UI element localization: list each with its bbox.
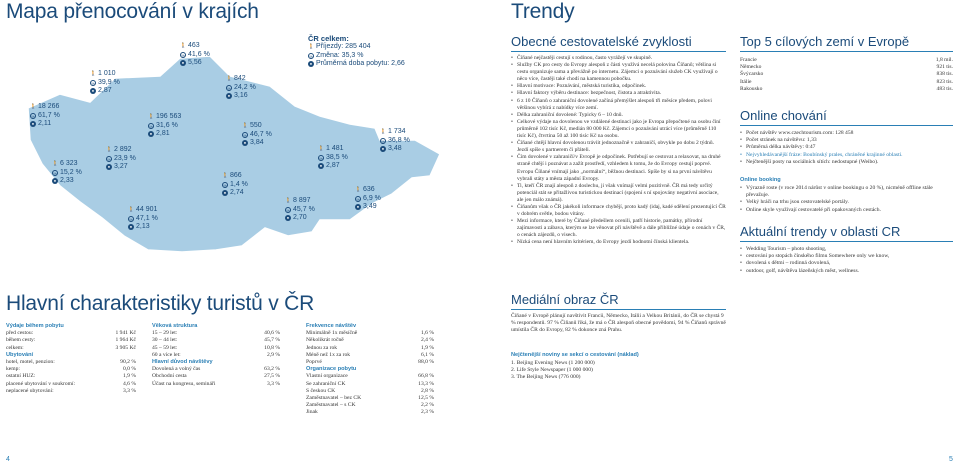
region-pardubicky: 🚶 550 % 46,7 % ● 3,84 [242, 122, 272, 147]
region-stredocesky: 🚶 2 892 % 23,9 % ● 3,27 [106, 146, 136, 171]
booking-list: • Výrazně roste (v roce 2014 nárůst v online bookingu o 20 %), nicméně offline stále převažuje. • Velký hráči na trhu jsou cestovatelské portály. • Online skyle využívají cestovatelé při opakovaných cestách. [740, 185, 953, 214]
region-jihomoravsky: 🚶 8 897 % 45,7 % ● 2,70 [285, 197, 315, 222]
general-underline [511, 51, 726, 52]
media-text: Číňané v Evropě plánují navštívit Francii, Německo, Itálii a Velkou Británii, do ČR se chystá 9 % respondentů. 97 % Čiňanů říká, že má o ČR alespoň obecné povědomí, 94 % Čiňanů správně umístila ČR do Evropy, 82 % dokonce zná Prahu. [511, 313, 726, 334]
actual-list: • Wedding Tourism – photo shooting, • cestování po stopách čínského filmu Somewhere only we know, • dovolená s dětmi – rodinná dovolená, • outdoor, golf, návštěva lázeňských měst, wellness. [740, 246, 953, 275]
region-plzensky: 🚶 6 323 % 15,2 % ● 2,33 [52, 160, 82, 185]
region-zlinsky: 🚶 636 % 6,9 % ● 3,49 [355, 186, 381, 211]
media-title: Mediální obraz ČR [511, 292, 619, 307]
person-icon: 🚶 [308, 44, 315, 51]
table-row: Itálie 823 tis. [740, 78, 953, 85]
actual-underline [740, 241, 953, 242]
summary-box [308, 34, 405, 69]
online-underline [740, 125, 953, 126]
top5-table [740, 57, 953, 93]
region-moravskoslezsky: 🚶 1 734 % 36,8 % ● 3,48 [380, 128, 410, 153]
region-karlovarsky: 🚶 18 266 % 61,7 % ● 2,11 [30, 103, 60, 128]
page-number-left: 4 [6, 456, 10, 463]
left-page-title: Mapa přenocování v krajích [6, 0, 259, 23]
summary-title: ČR celkem: [308, 34, 349, 43]
actual-title: Aktuální trendy v oblasti CR [740, 224, 901, 239]
region-liberecky: 🚶 463 % 41,6 % ● 5,56 [180, 42, 210, 67]
table-row: Francie 1,8 mil. [740, 57, 953, 63]
col-frequency: Frekvence návštěv Minimálně 1x měsíčně 1,6 % Několikrát ročně 2,4 % Jednou za rok 1,9 % Méně než 1x za rok 6,1 % Poprvé 88,0 % Organizace pobytu Vlastní organizace 66,8 % Se zahraniční CK 13,3 % S českou CK 2,8 % Zaměstnavatel – bez CK 12,5 % Zaměstnavatel – s CK 2,2 % Jinak 2,3 % [306, 323, 434, 416]
general-list: • Číňané nejčastěji cestují s rodinou, často vyrážejí ve skupině. • Služby CK pro cesty do Evropy alespoň z části využívá necelá polovina Číňanů; většina si cestu organizuje sama a převážně po internetu. Zájemci o poznávání služeb CK využívají o něco více, častěji také chodí na kamennou pobočku. • Hlavní motivace: Poznávání, městská turistika, odpočinek. • Hlavní faktory výběru destinace: bezpečnost, čistota a atraktivita. • 6 z 10 Číňanů o zahraniční dovolené začíná přemýšlet alespoň tři měsíce předem, polovi většinou vybírá z nabídky více zemí. • Délka zahraniční dovolené: Typicky 6 – 10 dnů. • Celkové výdaje na dovolenou ve vzdálené destinaci jako je Evropa přepočtené na osobu činí průměrně 102 tisíc Kč, medián 80 000 Kč. Zájemci o poznávání utrácí více (průměrně 110 tisíc Kč), čtvrtina 50 až 100 tisíc Kč na osobu. • Číňané chtějí hlavní dovolenou tráviit jednoznačně v zahraničí, obvykle po dobu 2 týdnů. Jezdí spíše s partnerem či přáteli. • Čím dovolené v zahraničí/v Evropě je odpočinek. Potřebují se cestovat a relaxovat, na druhé straně chtějí i poznávat a zažít prostředí, vzhledem k tomu, že do Evropy cestují poprvé. Evropu Číňané vnímají jako „normální“, běžnou destinaci. Spíše by si na první návštěvu vybrali státy a města západní Evropy. • Ti, kteří ČR znají alespoň z doslechu, ji však vnímají velmi pozitivně. ČR má tedy určitý potenciál stát se přitažlivou turistickou destinací (spojení s ní spojovány negativní asociace, ale jen málo známá). • Čiňanům však o ČR jakékoli informace chybějí, proto kadý (idaj, kadé sdělení prezentující ČR v dobrém světle, bodou vítány. • Mezi informace, které by Čiňané předešlem ocenili, patří historie, památky, přírodní zajímavosti a zábava, kterým se lze věnovat při návštěvě a dále přibližné údaje o cenách v ČR, o cenách zájezdů, o visech. • Nízká cena není hlavním kritériem, do Evropy jezdí hodnotní čínská klientela. [511, 55, 726, 247]
region-olomoucky: 🚶 1 481 % 38,5 % ● 2,87 [318, 145, 348, 170]
characteristics-title: Hlavní charakteristiky turistů v ČR [6, 292, 315, 315]
region-praha: 🚶 196 563 % 31,6 % ● 2,81 [148, 113, 182, 138]
top5-title: Top 5 cílových zemí v Evropě [740, 34, 910, 49]
person-icon: 🚶 [30, 104, 37, 111]
col-age: Věková struktura 15 – 29 let: 40,6 % 30 – 44 let: 45,7 % 45 – 59 let: 10,8 % 60 a více let: 2,9 % Hlavní důvod návštěvy Dovolená a volný čas 63,2 % Obchodní cesta 27,5 % Účast na kongresu, semináři 3,3 % [152, 323, 280, 387]
cinema-title: Nejčtenější noviny se sekcí o cestování (náklad) [511, 352, 639, 358]
region-ustecky: 🚶 1 010 % 39,9 % ● 2,87 [90, 70, 120, 95]
general-title: Obecné cestovatelské zvyklosti [511, 34, 692, 49]
table-row: Německo 921 tis. [740, 64, 953, 71]
media-underline [511, 309, 726, 310]
duration-icon: ● [31, 121, 35, 127]
table-row: Švýcarsko 838 tis. [740, 71, 953, 78]
region-kralovehradecky: 🚶 842 % 24,2 % ● 3,16 [226, 75, 256, 100]
summary-change: Změna: 35,3 % [316, 51, 364, 59]
online-title: Online chování [740, 108, 827, 123]
expenses-heading: Výdaje během pobytu [6, 323, 64, 329]
table-row: Rakousko 483 tis. [740, 85, 953, 92]
summary-duration: Průměrná doba pobytu: 2,66 [316, 60, 405, 68]
top5-underline [740, 51, 953, 52]
right-page-title: Trendy [511, 0, 575, 23]
booking-title: Online booking [740, 177, 781, 183]
summary-arrivals: Příjezdy: 285 404 [316, 43, 371, 50]
accommodation-heading: Ubytování [6, 351, 34, 358]
cinema-list: 1. Beijing Evening News (1 200 000) 2. Life Style Newspaper (1 000 000) 3. The Beijing News (776 000) [511, 360, 595, 381]
region-vysocina: 🚶 866 % 1,4 % ● 2,74 [222, 172, 248, 197]
duration-icon: ● [309, 61, 313, 67]
czech-map [20, 36, 460, 286]
change-icon: % [31, 113, 35, 119]
region-jihocesky: 🚶 44 901 % 47,1 % ● 2,13 [128, 206, 158, 231]
page-number-right: 5 [949, 456, 953, 463]
change-icon: % [309, 53, 313, 59]
col-expenses: Výdaje během pobytu před cestou: 1 941 Kč během cesty: 1 964 Kč celkem: 3 905 Kč Ubytování hotel, motel, penzion: 90,2 % kemp: 0,0 % ostatní HUZ: 1,9 % placené ubytování v soukromí: 4,6 % neplacené ubytování: 3,3 % [6, 323, 136, 394]
online-list: • Počet návštěv www.czechtourism.com: 128 458 • Počet stránek na návštěvu: 1,33 • Průměrná délka návštěvy: 0:47 • Nejvyhledávanější fráze: Boubínský prales, chráněné krajinné oblasti. • Nejčtenější posty na sociálních sítích: nedostupné (Weibo). [740, 130, 953, 166]
